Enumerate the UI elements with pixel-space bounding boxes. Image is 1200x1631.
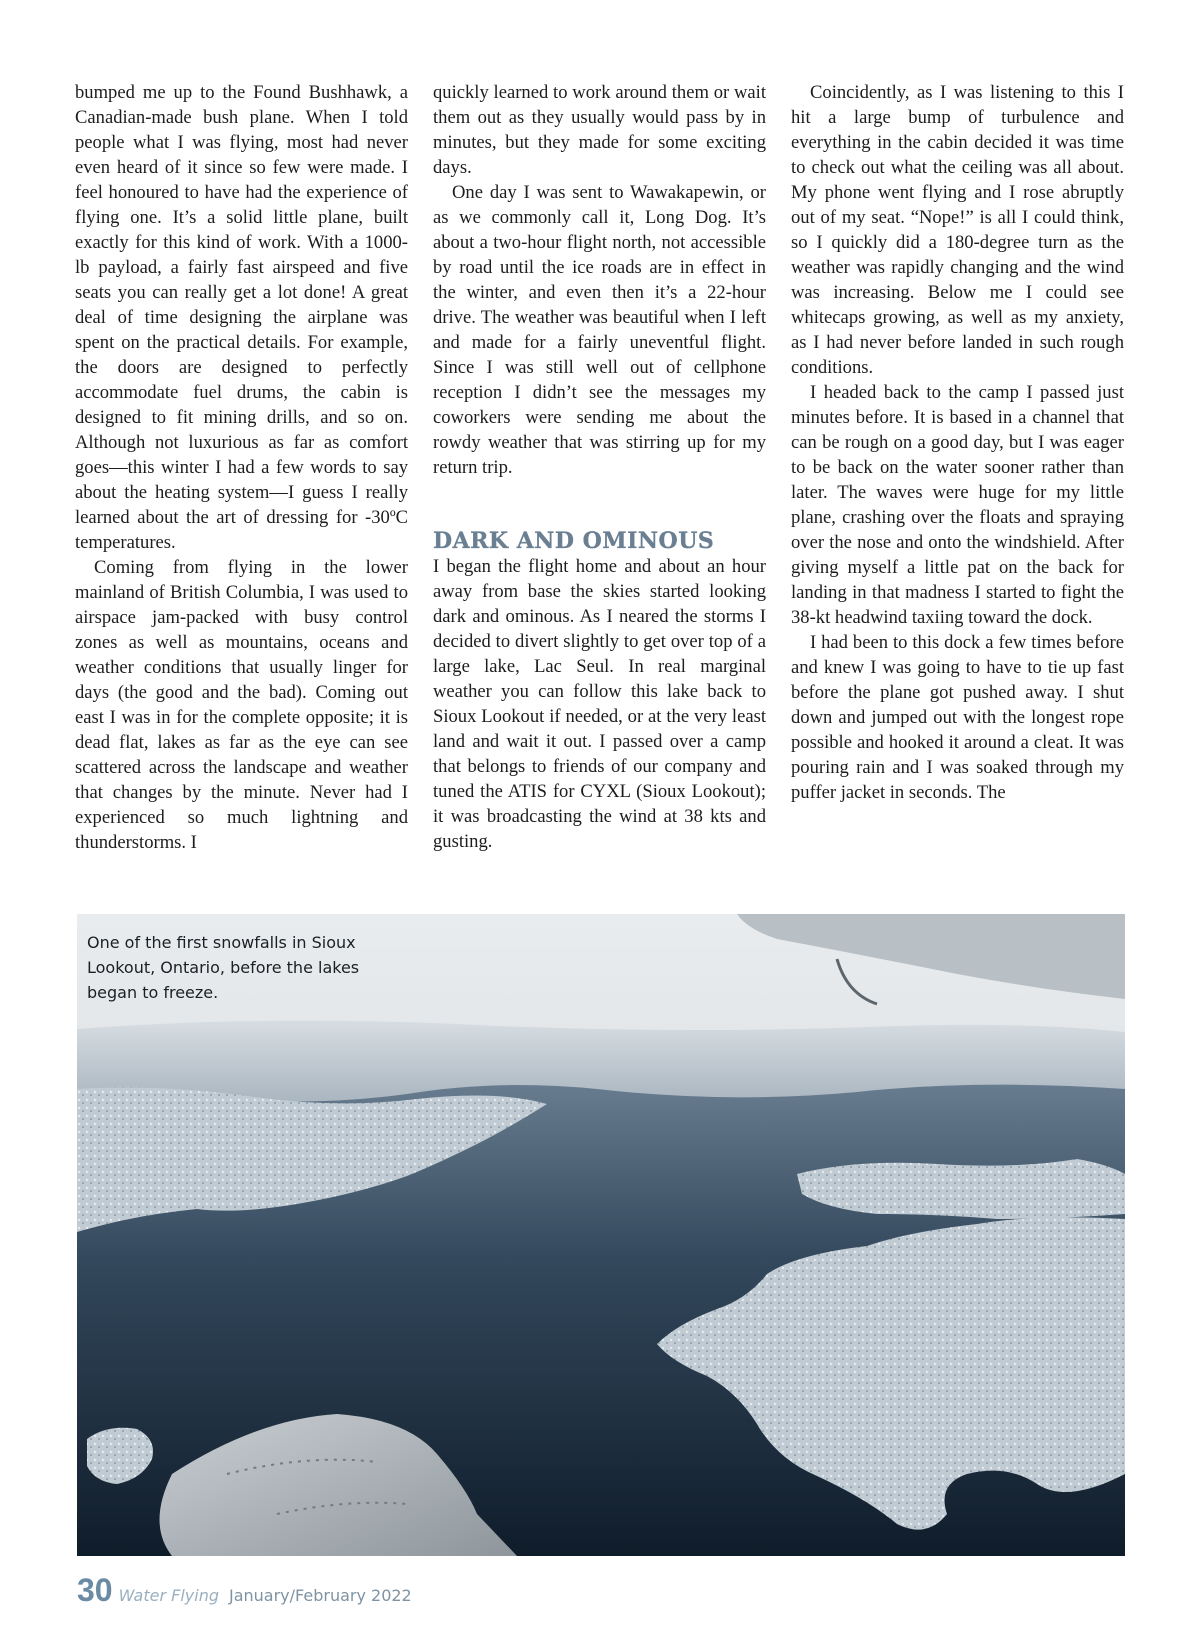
issue-date: January/February 2022 xyxy=(228,1586,412,1605)
page-footer xyxy=(77,1572,412,1612)
article-column-1 xyxy=(75,80,408,855)
paragraph: One day I was sent to Wawakapewin, or as we commonly call it, Long Dog. It’s about a two-hour flight north, not accessible by road until the ice roads are in effect in the winter, and even then it’s a 22-hour drive. The weather was beautiful when I left and made for a fairly uneventful flight. Since I was still well out of cellphone reception I didn’t see the messages my coworkers were sending me about the rowdy weather that was stirring up for my return trip. xyxy=(433,182,766,478)
page-number: 30 xyxy=(77,1572,113,1608)
paragraph: Coming from flying in the lower mainland of British Columbia, I was used to airspace jam-packed with busy control zones as well as mountains, oceans and weather conditions that usually linger for days (the good and the bad). Coming out east I was in for the complete opposite; it is dead flat, lakes as far as the eye can see scattered across the landscape and weather that changes by the minute. Never had I experienced so much lightning and thunderstorms. I xyxy=(75,557,408,853)
article-column-2 xyxy=(433,80,766,854)
paragraph: I had been to this dock a few times before and knew I was going to have to tie up fast before the plane got pushed away. I shut down and jumped out with the longest rope possible and hooked it around a cleat. It was pouring rain and I was soaked through my puffer jacket in seconds. The xyxy=(791,632,1124,803)
photo-caption: One of the first snowfalls in Sioux Lookout, Ontario, before the lakes began to freeze. xyxy=(87,933,360,1002)
aerial-lake-photo xyxy=(77,914,1125,1556)
paragraph: quickly learned to work around them or wait them out as they usually would pass by in minutes, but they made for some exciting days. xyxy=(433,82,766,178)
paragraph: I began the flight home and about an hour away from base the skies started looking dark and ominous. As I neared the storms I decided to divert slightly to get over top of a large lake, Lac Seul. In real marginal weather you can follow this lake back to Sioux Lookout if needed, or at the very least land and wait it out. I passed over a camp that belongs to friends of our company and tuned the ATIS for CYXL (Sioux Lookout); it was broadcasting the wind at 38 kts and gusting. xyxy=(433,556,766,852)
magazine-name: Water Flying xyxy=(118,1586,219,1605)
paragraph: Coincidently, as I was listening to this I hit a large bump of turbulence and everything in the cabin decided it was time to check out what the ceiling was all about. My phone went flying and I rose abruptly out of my seat. “Nope!” is all I could think, so I quickly did a 180-degree turn as the weather was rapidly changing and the wind was increasing. Below me I could see whitecaps growing, as well as my anxiety, as I had never before landed in such rough conditions. xyxy=(791,82,1124,378)
section-subhead: DARK AND OMINOUS xyxy=(433,528,715,554)
aerial-landscape-illustration xyxy=(77,914,1125,1556)
paragraph: I headed back to the camp I passed just minutes before. It is based in a channel that can be rough on a good day, but I was eager to be back on the water sooner rather than later. The waves were huge for my little plane, crashing over the floats and spraying over the nose and onto the windshield. After giving myself a little pat on the back for landing in that madness I started to fight the 38-kt headwind taxiing toward the dock. xyxy=(791,382,1124,628)
paragraph: bumped me up to the Found Bushhawk, a Canadian-made bush plane. When I told people what I was flying, most had never even heard of it since so few were made. I feel honoured to have had the experience of flying one. It’s a solid little plane, built exactly for this kind of work. With a 1000-lb payload, a fairly fast airspeed and five seats you can really get a lot done! A great deal of time designing the airplane was spent on the practical details. For example, the doors are designed to perfectly accommodate fuel drums, the cabin is designed to fit mining drills, and so on. Although not luxurious as far as comfort goes—this winter I had a few words to say about the heating system—I guess I really learned about the art of dressing for -30ºC temperatures. xyxy=(75,82,408,553)
article-column-3 xyxy=(791,80,1124,805)
